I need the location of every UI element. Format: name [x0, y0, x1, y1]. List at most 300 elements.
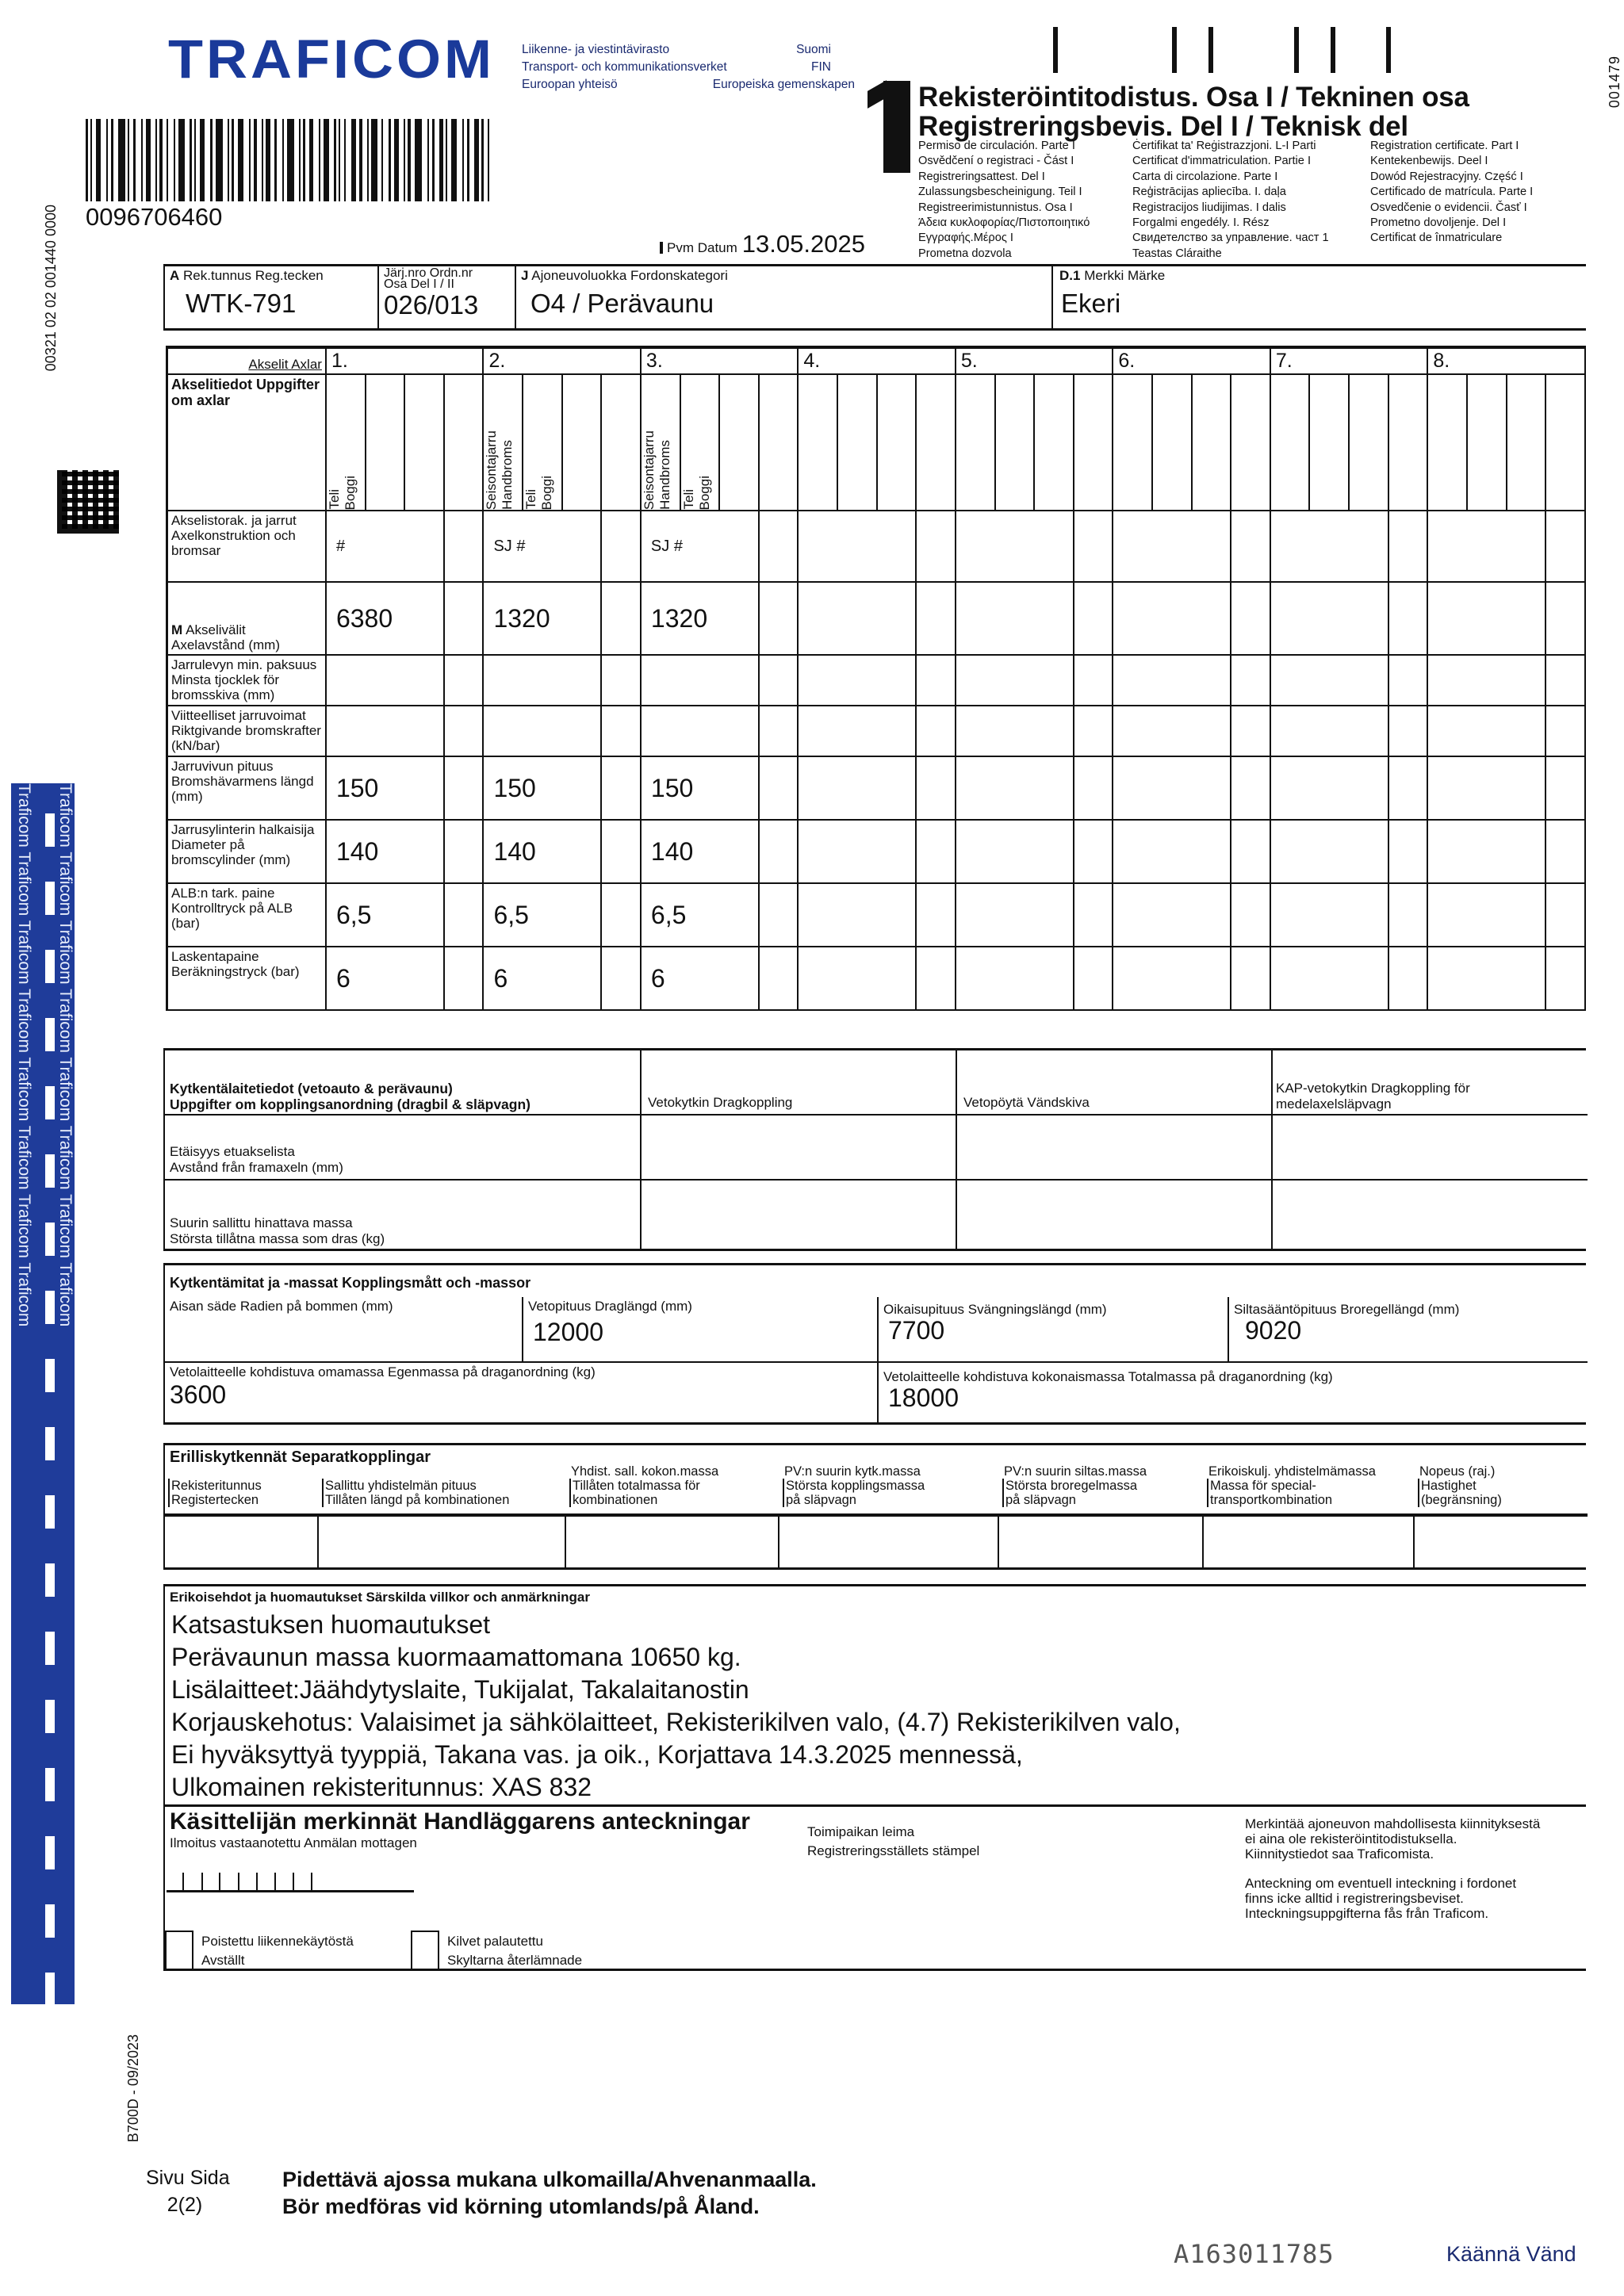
- axle-value-cell: [1427, 706, 1545, 756]
- checkbox-label-fi: Poistettu liikennekäytöstä: [201, 1934, 354, 1949]
- header-line: Hastighet: [1421, 1479, 1477, 1493]
- axle-spare-cell: [1231, 820, 1270, 883]
- row-label-text: Jarruvivun pituus Bromshävarmens längd (mm): [171, 759, 314, 804]
- flag-wrap: [327, 379, 365, 510]
- header-line: Största broregelmassa: [1005, 1479, 1137, 1493]
- lien-fi-1: Merkintää ajoneuvon mahdollisesta kiinnityksestä: [1245, 1816, 1541, 1831]
- country-name: Suomi: [796, 43, 831, 56]
- strip-dash: [45, 1359, 55, 1392]
- axle-flag-cell: [1074, 374, 1113, 511]
- header-lines: [783, 1479, 925, 1507]
- separate-coupling-header: [1204, 1464, 1415, 1515]
- axle-data-row: [167, 511, 1586, 582]
- axle-data-row: [167, 706, 1586, 756]
- row-label-sv: Avstånd från framaxeln (mm): [170, 1160, 343, 1175]
- axle-spare-cell: [759, 706, 799, 756]
- axle-row-label: [167, 947, 326, 1010]
- axle-flag-cell: [1388, 374, 1428, 511]
- lien-fi-3: Kiinnitystiedot saa Traficomista.: [1245, 1846, 1434, 1862]
- plates-returned-checkbox[interactable]: [411, 1931, 439, 1969]
- coupling-col-hitch: [642, 1050, 957, 1115]
- agency-name-fi: Liikenne- ja viestintävirasto: [522, 43, 670, 56]
- field-value: 3600: [170, 1380, 227, 1409]
- axle-flag-cell: [1152, 374, 1192, 511]
- axle-value-cell: 6: [641, 947, 759, 1010]
- axle-value-cell: 6,5: [483, 883, 601, 947]
- header-top-line: Yhdist. sall. kokon.massa: [571, 1464, 719, 1479]
- separate-coupling-value: [779, 1515, 999, 1567]
- axle-data-row: [167, 582, 1586, 655]
- axle-spare-cell: [1074, 511, 1113, 582]
- axle-spare-cell: [601, 756, 641, 820]
- make-value: Ekeri: [1061, 289, 1121, 318]
- axle-flag-cell: [1467, 374, 1507, 511]
- axle-flag-cell: [1507, 374, 1546, 511]
- translation-text: Registreerimistunnistus. Osa I: [918, 201, 1073, 214]
- translation-text: Dowód Rejestracyjny. Część I: [1370, 170, 1523, 183]
- separate-couplings-section: [163, 1443, 1586, 1570]
- lien-sv-1: Anteckning om eventuell inteckning i fordonet: [1245, 1876, 1517, 1891]
- axle-spare-cell: [1388, 883, 1428, 947]
- axle-value-cell: 150: [326, 756, 444, 820]
- axle-value-cell: [483, 706, 601, 756]
- axle-value-cell: [1113, 756, 1231, 820]
- axle-value-cell: 6,5: [326, 883, 444, 947]
- row-label-text: Laskentapaine Beräkningstryck (bar): [171, 949, 300, 979]
- axle-flag-cell: [366, 374, 405, 511]
- axle-spare-cell: [916, 947, 956, 1010]
- stamp-label-fi: Toimipaikan leima: [807, 1824, 915, 1839]
- checkbox-label-sv: Skyltarna återlämnade: [447, 1953, 583, 1968]
- separate-coupling-header: [165, 1469, 319, 1515]
- strip-dash: [45, 1018, 55, 1051]
- axle-value-cell: [1113, 883, 1231, 947]
- coupling-devices-title: [165, 1050, 642, 1115]
- header-lines: [168, 1479, 262, 1507]
- axle-value-cell: [798, 706, 916, 756]
- axle-row-label: [167, 820, 326, 883]
- remark-line: Ulkomainen rekisteritunnus: XAS 832: [171, 1773, 592, 1801]
- axle-spare-cell: [1388, 655, 1428, 706]
- axle-spare-cell: [916, 706, 956, 756]
- axle-spare-cell: [601, 947, 641, 1010]
- row-label-text: Viitteelliset jarruvoimat Riktgivande bromskrafter (kN/bar): [171, 708, 321, 753]
- lien-notice: [1245, 1816, 1540, 1921]
- lien-sv-2: finns icke alltid i registreringsbeviset.: [1245, 1891, 1464, 1906]
- coupling-col-label: Vetopöytä Vändskiva: [963, 1095, 1090, 1110]
- axle-value-cell: [956, 706, 1074, 756]
- axle-flag-cell: [1349, 374, 1388, 511]
- axle-spare-cell: [444, 706, 484, 756]
- axle-number: 4.: [798, 347, 955, 374]
- coupling-row-max-towed: [165, 1181, 642, 1249]
- separate-coupling-header: [319, 1469, 566, 1515]
- translation-text: Teastas Cláraithe: [1132, 247, 1222, 260]
- received-date-field[interactable]: [167, 1873, 414, 1892]
- coupling-col-fifth-wheel: [957, 1050, 1273, 1115]
- axle-value-cell: [798, 820, 916, 883]
- axle-flag-cell: [1309, 374, 1349, 511]
- eu-sv: Europeiska gemenskapen: [712, 78, 855, 91]
- axle-value-cell: [1113, 511, 1231, 582]
- translation-text: [1370, 247, 1576, 262]
- axle-spare-cell: [444, 655, 484, 706]
- form-code: B700D - 09/2023: [125, 2034, 141, 2143]
- field-label: Aisan säde Radien på bommen (mm): [170, 1299, 393, 1314]
- axle-spare-cell: [759, 947, 799, 1010]
- separate-coupling-value: [165, 1515, 319, 1567]
- axle-spare-cell: [1231, 706, 1270, 756]
- axle-value-cell: #: [326, 511, 444, 582]
- axle-spare-cell: [916, 883, 956, 947]
- handler-title: Käsittelijän merkinnät Handläggarens anteckningar: [170, 1808, 750, 1835]
- flag-wrap: [681, 379, 719, 510]
- field-value: 12000: [533, 1318, 603, 1346]
- axle-spare-cell: [1231, 655, 1270, 706]
- axle-value-cell: [1270, 820, 1388, 883]
- axle-value-cell: 140: [483, 820, 601, 883]
- axle-flag-cell: [680, 374, 720, 511]
- barcode-number: 0096706460: [86, 203, 223, 231]
- strip-dash: [45, 882, 55, 915]
- axle-value-cell: [1427, 511, 1545, 582]
- axle-value-cell: 6: [326, 947, 444, 1010]
- axle-flag-text: Teli: [523, 489, 539, 510]
- axle-row-label: [167, 511, 326, 582]
- axle-row-label: [167, 706, 326, 756]
- axle-spare-cell: [1388, 706, 1428, 756]
- axle-flag-text: Handbroms: [500, 440, 515, 510]
- axle-spare-cell: [1074, 756, 1113, 820]
- page-indicator: [146, 2164, 230, 2218]
- page-value: 2(2): [167, 2194, 203, 2216]
- separate-coupling-value: [566, 1515, 779, 1567]
- axle-value-cell: [1113, 582, 1231, 655]
- axle-spare-cell: [916, 655, 956, 706]
- axle-spare-cell: [1388, 756, 1428, 820]
- coupling-dimensions-title: Kytkentämitat ja -massat Kopplingsmått och -massor: [170, 1275, 531, 1291]
- axle-value-cell: [956, 511, 1074, 582]
- separate-coupling-header: [566, 1464, 779, 1515]
- axle-flag-text: Boggi: [696, 475, 712, 510]
- strip-text-2: Traficom Traficom Traficom Traficom Traficom Traficom Traficom Traficom: [56, 783, 75, 1327]
- header-line: Tillåten totalmassa för: [573, 1479, 700, 1493]
- axle-spare-cell: [916, 511, 956, 582]
- axle-spare-cell: [1074, 947, 1113, 1010]
- axle-flags-row: [167, 374, 1586, 511]
- side-serial: 001479: [1607, 55, 1622, 109]
- axle-value-cell: [1427, 582, 1545, 655]
- row-label-text: Jarrusylinterin halkaisija Diameter på bromscylinder (mm): [171, 822, 315, 867]
- strip-dash: [45, 1086, 55, 1119]
- axle-number: 7.: [1270, 347, 1427, 374]
- axle-flag-text: Teli: [680, 489, 696, 510]
- strip-dash: [45, 1973, 55, 2004]
- remark-line: Korjauskehotus: Valaisimet ja sähkölaitteet, Rekisterikilven valo, (4.7) Rekisterikilven valo,: [171, 1708, 1181, 1736]
- axle-spare-cell: [601, 655, 641, 706]
- coupling-title-fi: Kytkentälaitetiedot (vetoauto & perävaunu): [170, 1081, 453, 1096]
- axle-value-cell: 150: [641, 756, 759, 820]
- row-label-text: Akselistorak. ja jarrut Axelkonstruktion och bromsar: [171, 513, 297, 558]
- header-line: Tillåten längd på kombinationen: [325, 1493, 510, 1507]
- axle-data-row: [167, 820, 1586, 883]
- translation-text: Osvědčení o registraci - Část I: [918, 155, 1074, 168]
- header-top-line: PV:n suurin siltas.massa: [1004, 1464, 1147, 1479]
- strip-text-1: Traficom Traficom Traficom Traficom Traficom Traficom Traficom Traficom: [15, 783, 33, 1327]
- axle-flag-text: Boggi: [539, 475, 555, 510]
- axle-value-cell: [798, 511, 916, 582]
- strip-dash: [45, 1700, 55, 1733]
- axle-number: 8.: [1427, 347, 1585, 374]
- carry-notice-fi: Pidettävä ajossa mukana ulkomailla/Ahvenanmaalla.: [282, 2168, 817, 2191]
- axle-flag-text: Teli: [326, 489, 342, 510]
- axle-info-title: Akselitiedot Uppgifter om axlar: [167, 374, 326, 511]
- axle-spare-cell: [1074, 655, 1113, 706]
- coupling-cell: [1273, 1181, 1588, 1249]
- coupling-cell: [1273, 1115, 1588, 1181]
- header-lines: [1002, 1479, 1137, 1507]
- strip-dash: [45, 813, 55, 847]
- axle-row-label: [167, 655, 326, 706]
- axle-spare-cell: [759, 655, 799, 706]
- axle-row-label: [167, 883, 326, 947]
- axle-flag-cell: [1545, 374, 1585, 511]
- separate-coupling-header: [999, 1464, 1204, 1515]
- field-label: Vetopituus Draglängd (mm): [528, 1299, 692, 1314]
- axles-label: Akselit Axlar: [248, 357, 322, 372]
- axle-spare-cell: [444, 756, 484, 820]
- axle-spare-cell: [1545, 820, 1585, 883]
- axle-flag-cell: [1192, 374, 1231, 511]
- header-line: Rekisteritunnus: [171, 1479, 262, 1493]
- axle-spare-cell: [601, 820, 641, 883]
- axle-spare-cell: [1388, 582, 1428, 655]
- draw-length-field: [523, 1297, 879, 1363]
- deregistered-checkbox[interactable]: [165, 1931, 193, 1969]
- strip-dash: [45, 1632, 55, 1665]
- axle-value-cell: [1113, 820, 1231, 883]
- strip-dash: [45, 1291, 55, 1324]
- axle-value-cell: 6,5: [641, 883, 759, 947]
- registration-label: Rek.tunnus Reg.tecken: [183, 268, 324, 283]
- datamatrix-code: [57, 470, 119, 534]
- separate-coupling-value: [1415, 1515, 1588, 1567]
- coupling-cell: [957, 1181, 1273, 1249]
- header-line: (begränsning): [1421, 1493, 1502, 1507]
- header-top-line: Nopeus (raj.): [1419, 1464, 1496, 1479]
- field-value: 7700: [888, 1316, 945, 1345]
- axle-number: 5.: [956, 347, 1113, 374]
- axle-flag-cell: [1231, 374, 1270, 511]
- strip-dash: [45, 1154, 55, 1188]
- field-label: Oikaisupituus Svängningslängd (mm): [883, 1302, 1107, 1317]
- axle-flag-cell: [326, 374, 366, 511]
- checkbox-label-fi: Kilvet palautettu: [447, 1934, 543, 1949]
- axle-flag-cell: [444, 374, 484, 511]
- row-label-sv: Största tillåtna massa som dras (kg): [170, 1231, 385, 1246]
- axle-value-cell: [798, 756, 916, 820]
- axle-flag-cell: [798, 374, 837, 511]
- swing-length-field: [879, 1297, 1229, 1363]
- translation-text: Свидетелство за управление. част 1: [1132, 232, 1329, 245]
- coupling-col-label: KAP-vetokytkin Dragkoppling för medelaxelsläpvagn: [1276, 1081, 1470, 1112]
- axle-spare-cell: [1231, 582, 1270, 655]
- strip-dash: [45, 1836, 55, 1869]
- separate-coupling-value: [999, 1515, 1204, 1567]
- axle-value-cell: [641, 655, 759, 706]
- carry-notice-sv: Bör medföras vid körning utomlands/på Åland.: [282, 2195, 760, 2218]
- lien-fi-2: ei aina ole rekisteröintitodistuksella.: [1245, 1831, 1457, 1846]
- axle-spare-cell: [1545, 511, 1585, 582]
- axle-flag-text: Boggi: [342, 475, 358, 510]
- coupling-devices-section: [163, 1048, 1586, 1251]
- strip-dash: [45, 1427, 55, 1460]
- axle-spare-cell: [601, 883, 641, 947]
- separate-coupling-value: [319, 1515, 566, 1567]
- row-label-text: Akselivälit Axelavstånd (mm): [171, 622, 280, 652]
- alignment-marks: [1053, 27, 1434, 73]
- axle-spare-cell: [1545, 655, 1585, 706]
- row-label-fi: Etäisyys etuakselista: [170, 1144, 295, 1159]
- eu-fi: Euroopan yhteisö: [522, 78, 618, 91]
- header-lines: [1418, 1479, 1502, 1507]
- axle-flag-cell: [1113, 374, 1152, 511]
- axle-row-label: [167, 582, 326, 655]
- axle-value-cell: SJ #: [483, 511, 601, 582]
- axle-flag-cell: [562, 374, 602, 511]
- header-line: på släpvagn: [1005, 1493, 1076, 1507]
- axle-value-cell: [956, 820, 1074, 883]
- agency-info: [522, 41, 855, 94]
- separate-coupling-header: [779, 1464, 999, 1515]
- checkbox-label-sv: Avställt: [201, 1953, 245, 1968]
- axle-spare-cell: [1074, 883, 1113, 947]
- axle-value-cell: 1320: [483, 582, 601, 655]
- header-lines: [322, 1479, 509, 1507]
- axle-value-cell: 150: [483, 756, 601, 820]
- field-label: Siltasääntöpituus Broregellängd (mm): [1234, 1302, 1460, 1317]
- barcode: [86, 119, 777, 201]
- axle-value-cell: [1270, 756, 1388, 820]
- translation-text: Osvedčenie o evidencii. Časť I: [1370, 201, 1527, 214]
- carry-notice: [282, 2166, 817, 2220]
- axle-data-row: [167, 883, 1586, 947]
- axle-spare-cell: [1074, 706, 1113, 756]
- axle-value-cell: [1427, 947, 1545, 1010]
- axle-spare-cell: [1388, 820, 1428, 883]
- axle-spare-cell: [1545, 582, 1585, 655]
- axle-value-cell: [1427, 756, 1545, 820]
- date-label: Pvm Datum: [667, 240, 737, 255]
- axle-spare-cell: [759, 582, 799, 655]
- axle-value-cell: 1320: [641, 582, 759, 655]
- remarks-title: Erikoisehdot ja huomautukset Särskilda villkor och anmärkningar: [170, 1590, 590, 1605]
- field-code-a: A: [170, 268, 180, 283]
- translation-text: Permiso de circulación. Parte I: [918, 140, 1075, 152]
- axle-header-label: [167, 347, 326, 374]
- axle-data-row: [167, 756, 1586, 820]
- axle-flag-cell: [483, 374, 523, 511]
- axle-value-cell: 6380: [326, 582, 444, 655]
- strip-dash: [45, 1495, 55, 1529]
- axle-value-cell: [956, 947, 1074, 1010]
- field-code-j: J: [521, 268, 529, 283]
- translation-text: Registracijos liudijimas. I dalis: [1132, 201, 1286, 214]
- header-lines: [569, 1479, 700, 1507]
- axle-flag-text: Seisontajarru: [484, 430, 500, 510]
- coupling-row-distance: [165, 1115, 642, 1181]
- separate-couplings-title: Erilliskytkennät Separatkopplingar: [170, 1448, 431, 1466]
- coupling-cell: [957, 1115, 1273, 1181]
- row-label-text: ALB:n tark. paine Kontrolltryck på ALB (bar): [171, 886, 293, 931]
- axle-spare-cell: [759, 511, 799, 582]
- make-label: Merkki Märke: [1084, 268, 1166, 283]
- axle-flag-text: Seisontajarru: [641, 430, 657, 510]
- translation-text: Certificat d'immatriculation. Partie I: [1132, 155, 1312, 168]
- axle-number-row: [167, 347, 1586, 374]
- date-value: 13.05.2025: [741, 230, 865, 258]
- axle-value-cell: SJ #: [641, 511, 759, 582]
- coupling-col-label: Vetokytkin Dragkoppling: [648, 1095, 793, 1110]
- coupling-cell: [642, 1115, 957, 1181]
- axle-value-cell: [798, 947, 916, 1010]
- translation-text: Zulassungsbescheinigung. Teil I: [918, 186, 1082, 199]
- strip-dash: [45, 1563, 55, 1597]
- axle-spare-cell: [601, 706, 641, 756]
- handler-notes-section: [163, 1804, 1586, 1971]
- translation-text: Registreringsattest. Del I: [918, 170, 1045, 183]
- field-label: Vetolaitteelle kohdistuva kokonaismassa Totalmassa på draganordning (kg): [883, 1369, 1333, 1384]
- axle-value-cell: [1270, 947, 1388, 1010]
- axle-value-cell: [1270, 582, 1388, 655]
- traficom-logo: TRAFICOM: [168, 29, 495, 90]
- received-label: Ilmoitus vastaanotettu Anmälan mottagen: [170, 1835, 417, 1850]
- page-label: Sivu Sida: [146, 2167, 230, 2189]
- axle-flag-cell: [1034, 374, 1074, 511]
- axle-value-cell: [1427, 883, 1545, 947]
- translation-text: Ċertifikat ta' Reġistrazzjoni. L-I Parti: [1132, 140, 1316, 152]
- axle-value-cell: [1113, 655, 1231, 706]
- flag-wrap: [523, 379, 561, 510]
- remark-line: Lisälaitteet:Jäähdytyslaite, Tukijalat, Takalaitanostin: [171, 1675, 749, 1704]
- order-number-value: 026/013: [384, 290, 479, 320]
- document-title: [918, 82, 1469, 141]
- axle-data-row: [167, 655, 1586, 706]
- axle-spare-cell: [1074, 820, 1113, 883]
- vehicle-category-field: [516, 266, 1053, 328]
- field-code-m: M: [171, 622, 183, 637]
- remark-line: Ei hyväksyttyä tyyppiä, Takana vas. ja oik., Korjattava 14.3.2025 mennessä,: [171, 1740, 1023, 1769]
- axle-table: [166, 346, 1586, 1011]
- header-top-line: PV:n suurin kytk.massa: [784, 1464, 921, 1479]
- axle-spare-cell: [916, 582, 956, 655]
- translation-text: Prometno dovoljenje. Del I: [1370, 216, 1507, 230]
- stamp-label-sv: Registreringsställets stämpel: [807, 1843, 980, 1858]
- identity-row: [163, 264, 1586, 331]
- turn-page-label: Käännä Vänd: [1446, 2242, 1576, 2266]
- axle-flag-cell: [1427, 374, 1467, 511]
- coupling-title-sv: Uppgifter om kopplingsanordning (dragbil & släpvagn): [170, 1096, 530, 1112]
- translation-text: Forgalmi engedély. I. Rész: [1132, 216, 1270, 230]
- translation-text: Reģistrācijas apliecība. I. daļa: [1132, 186, 1286, 199]
- remark-line: Perävaunun massa kuormaamattomana 10650 kg.: [171, 1643, 741, 1671]
- axle-value-cell: [956, 883, 1074, 947]
- security-strip: [11, 783, 75, 2004]
- agency-name-sv: Transport- och kommunikationsverket: [522, 60, 727, 74]
- row-label-fi: Suurin sallittu hinattava massa: [170, 1215, 353, 1230]
- axle-spare-cell: [1545, 947, 1585, 1010]
- translation-text: Εγγραφής.Μέρος I: [918, 232, 1013, 245]
